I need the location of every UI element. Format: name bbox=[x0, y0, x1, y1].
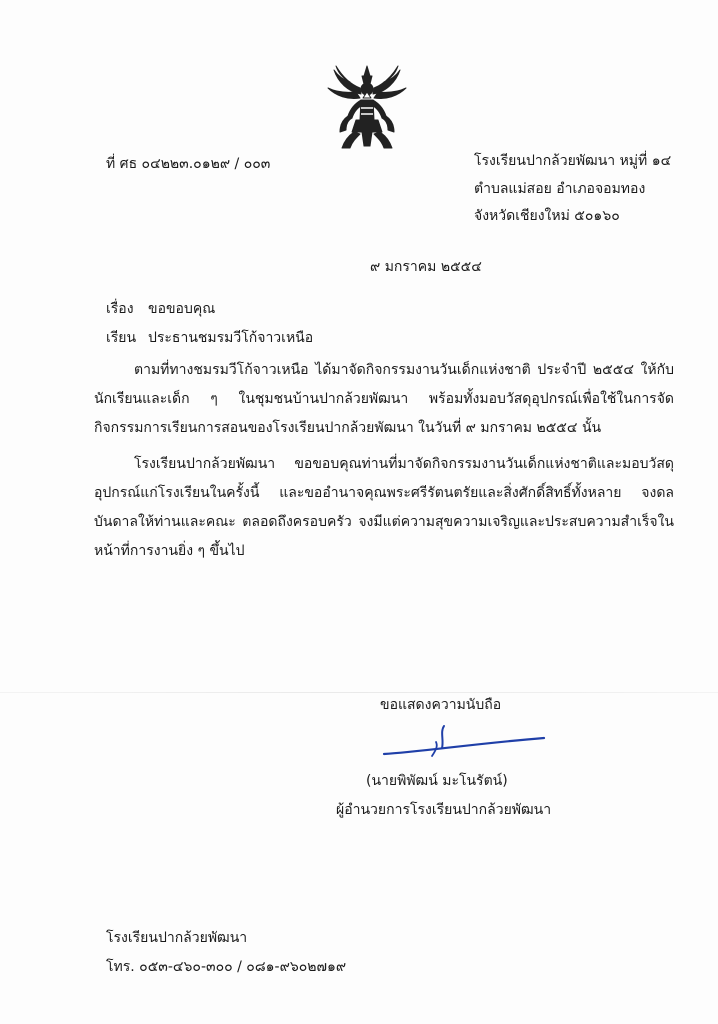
subject-text: ขอขอบคุณ bbox=[148, 301, 216, 317]
footer-phone: โทร. ๐๕๓-๔๖๐-๓๐๐ / ๐๘๑-๙๖๐๒๗๑๙ bbox=[106, 959, 347, 975]
handwritten-signature bbox=[380, 724, 550, 760]
signer-name: (นายพิพัฒน์ มะโนรัตน์) bbox=[366, 773, 508, 789]
body-paragraph-2-text: โรงเรียนปากล้วยพัฒนา ขอขอบคุณท่านที่มาจัดกิจกรรมงานวันเด็กแห่งชาติและมอบวัสดุอุปกรณ์แก่โรงเรียนในครั้งนี้ และขออำนาจคุณพระศรีรัตนตรัยและสิ่งศักดิ์สิทธิ์ทั้งหลาย จงดลบันดาลให้ท่านและคณะ ตลอดถึงครอบครัว จงมีแต่ความสุขความเจริญและประสบความสำเร็จในหน้าที่การงานยิ่ง ๆ ขึ้นไป bbox=[94, 456, 674, 559]
body-paragraph-1-text: ตามที่ทางชมรมวีโก้จาวเหนือ ได้มาจัดกิจกรรมงานวันเด็กแห่งชาติ ประจำปี ๒๕๕๔ ให้กับนักเรียนและเด็ก ๆ ในชุมชนบ้านปากล้วยพัฒนา พร้อมทั้งมอบวัสดุอุปกรณ์เพื่อใช้ในการจัดกิจกรรมการเรียนการสอนของโรงเรียนปากล้วยพัฒนา ในวันที่ ๙ มกราคม ๒๕๕๔ นั้น bbox=[94, 362, 674, 436]
subject-label: เรื่อง bbox=[106, 301, 134, 317]
reference-number: ที่ ศธ ๐๔๒๒๓.๐๑๒๙ / ๐๐๓ bbox=[106, 156, 271, 172]
sender-address-line3: จังหวัดเชียงใหม่ ๕๐๑๖๐ bbox=[474, 208, 620, 224]
body-paragraph-2 bbox=[94, 450, 674, 566]
recipient-text: ประธานชมรมวีโก้จาวเหนือ bbox=[148, 330, 314, 346]
letter-date: ๙ มกราคม ๒๕๕๔ bbox=[370, 259, 482, 275]
sender-address-line2: ตำบลแม่สอย อำเภอจอมทอง bbox=[474, 181, 646, 197]
garuda-emblem-icon bbox=[326, 62, 408, 152]
closing-phrase: ขอแสดงความนับถือ bbox=[380, 697, 502, 713]
body-paragraph-1 bbox=[94, 356, 674, 443]
sender-address-line1: โรงเรียนปากล้วยพัฒนา หมู่ที่ ๑๔ bbox=[474, 153, 672, 169]
signer-title: ผู้อำนวยการโรงเรียนปากล้วยพัฒนา bbox=[336, 802, 552, 818]
paper-fold-line bbox=[0, 692, 718, 693]
footer-organization: โรงเรียนปากล้วยพัฒนา bbox=[106, 930, 248, 946]
recipient-label: เรียน bbox=[106, 330, 137, 346]
